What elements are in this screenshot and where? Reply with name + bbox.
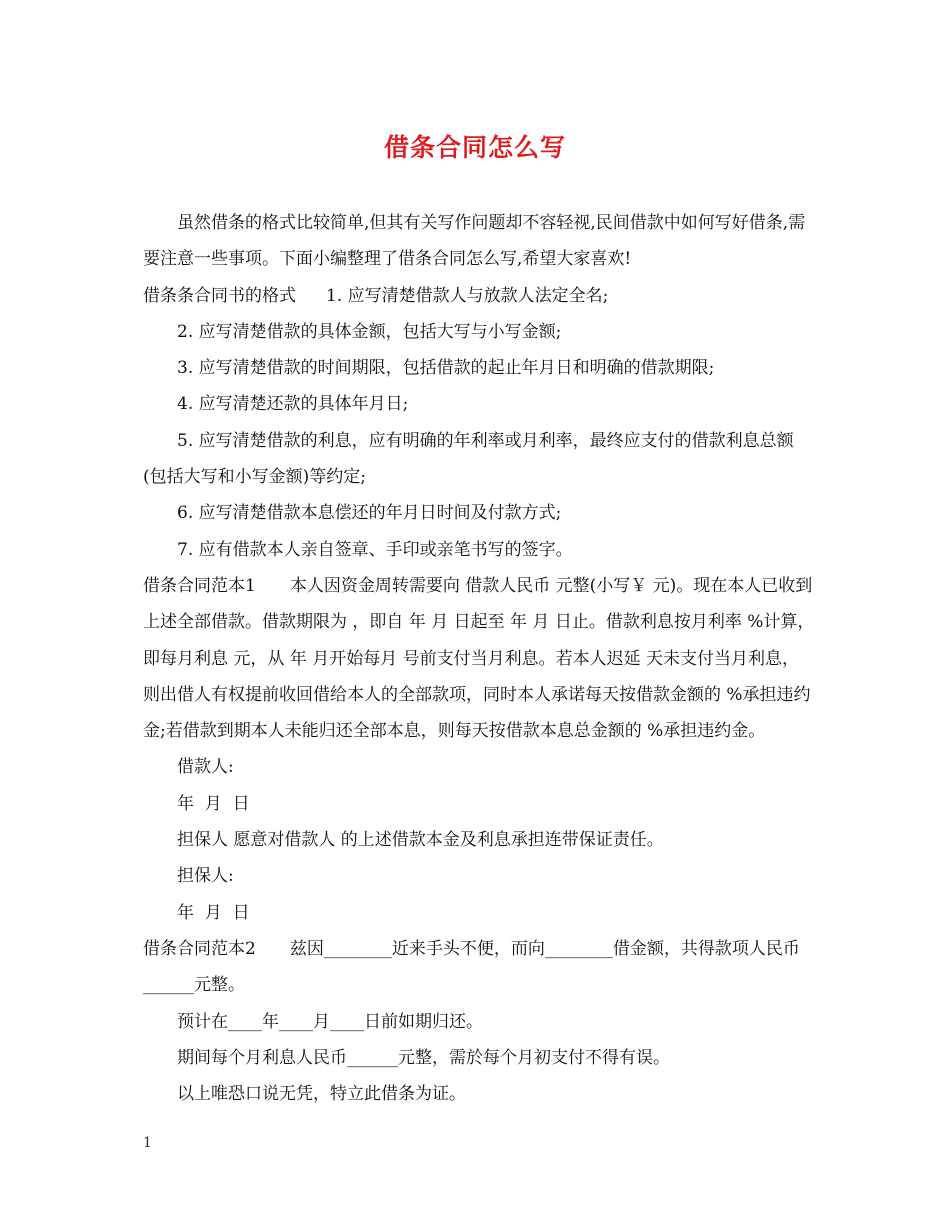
intro-paragraph: 虽然借条的格式比较简单,但其有关写作问题却不容轻视,民间借款中如何写好借条,需要注意一些事项。下面小编整理了借条合同怎么写,希望大家喜欢! [143, 213, 806, 270]
sample2-line-3: 期间每个月利息人民币______元整，需於每个月初支付不得有误。 [177, 1047, 670, 1068]
sample2-line-4: 以上唯恐口说无凭，特立此借条为证。 [177, 1084, 466, 1105]
format-heading-line [143, 278, 815, 314]
sample2-paragraph [143, 931, 815, 1004]
document-title: 借条合同怎么写 [383, 133, 566, 162]
format-item-1: 1. 应写清楚借款人与放款人法定全名; [326, 285, 609, 306]
format-item-2: 2. 应写清楚借款的具体金额，包括大写与小写金额; [177, 321, 562, 342]
sample1-date-2: 年 月 日 [177, 902, 250, 923]
page-number: 1 [143, 1135, 152, 1151]
format-heading: 借条条合同书的格式 [143, 285, 296, 306]
sample1-paragraph [143, 568, 815, 749]
format-item-5: 5. 应写清楚借款的利息，应有明确的年利率或月利率，最终应支付的借款利息总额(包括大写和小写金额)等约定; [143, 430, 794, 488]
format-item-6: 6. 应写清楚借款本息偿还的年月日时间及付款方式; [177, 503, 562, 524]
sample1-date-1: 年 月 日 [177, 793, 250, 814]
sample1-heading: 借条合同范本1 [143, 575, 256, 596]
format-item-3: 3. 应写清楚借款的时间期限，包括借款的起止年月日和明确的借款期限; [177, 358, 715, 379]
sample2-text: 兹因________近来手头不便，而向________借金额，共得款项人民币______元整。 [143, 938, 800, 996]
format-item-7: 7. 应有借款本人亲自签章、手印或亲笔书写的签字。 [177, 539, 573, 560]
document-body [143, 205, 815, 1112]
sample1-guarantor-statement: 担保人 愿意对借款人 的上述借款本金及利息承担连带保证责任。 [177, 830, 664, 851]
sample1-text: 本人因资金周转需要向 借款人民币 元整(小写￥ 元)。现在本人已收到上述全部借款。借款期限为 ，即自 年 月 日起至 年 月 日止。借款利息按月利率 %计算，即每月利息 元，从 年 月开始每月 号前支付当月利息。若本人迟延 天未支付当月利息，则出借人有权提前收回借给本人的全部款项，同时本人承诺每天按借款金额的 %承担违约金;若借款到期本人未能归还全部本息，则每天按借款本息总金额的 %承担违约金。 [143, 575, 815, 742]
sample1-borrower-label: 借款人: [177, 757, 234, 778]
sample2-heading: 借条合同范本2 [143, 938, 256, 959]
sample1-guarantor-label: 担保人: [177, 866, 234, 887]
sample2-line-2: 预计在____年____月____日前如期归还。 [177, 1011, 483, 1032]
format-item-4: 4. 应写清楚还款的具体年月日; [177, 394, 409, 415]
